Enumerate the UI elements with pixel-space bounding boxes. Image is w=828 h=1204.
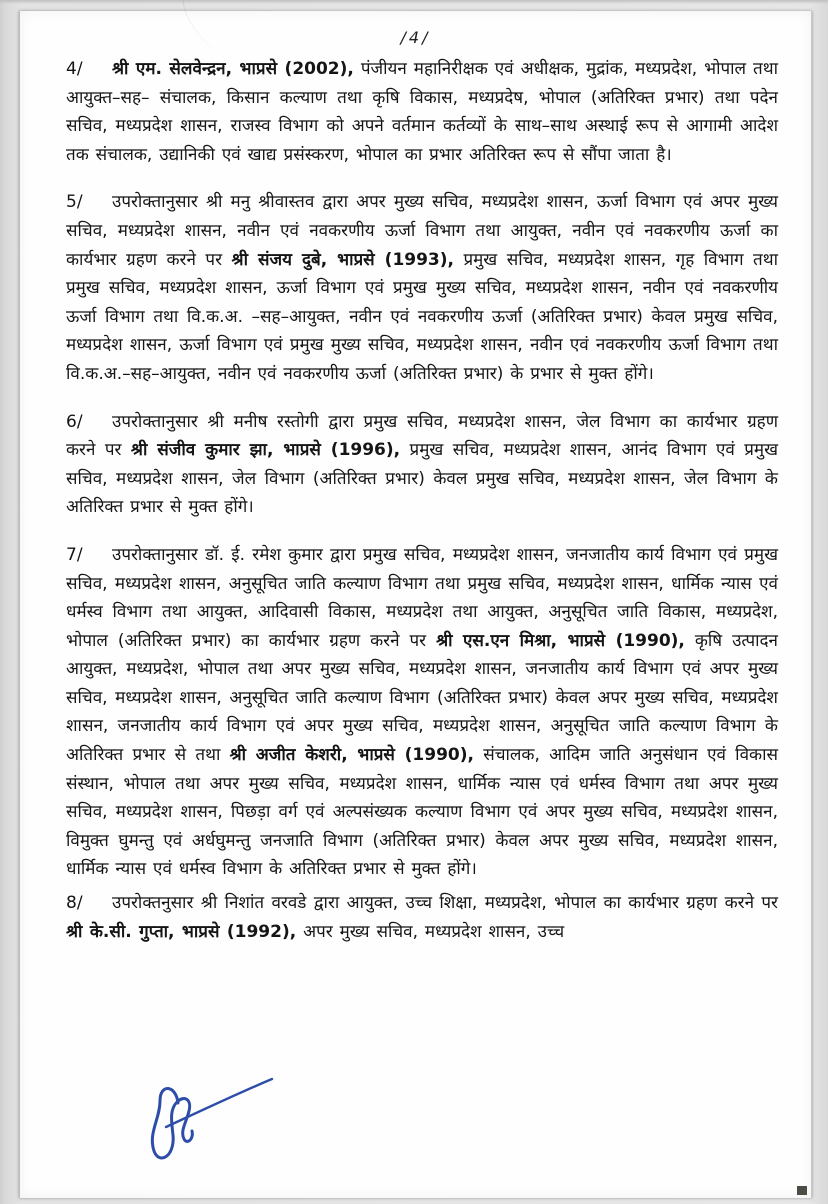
officer-name-bold: श्री एस.एन मिश्रा, भाप्रसे (1990), (436, 630, 685, 651)
paragraph-number: 8/ (66, 893, 83, 914)
order-paragraph-5 (66, 188, 778, 388)
text-run: उपरोक्तानुसार श्री मनीष रस्तोगी द्वारा प्रमुख सचिव, मध्यप्रदेश शासन, जेल विभाग का कार्यभार ग्रहण करने पर (66, 411, 778, 461)
order-paragraph-6 (66, 408, 778, 522)
text-run: अपर मुख्य सचिव, मध्यप्रदेश शासन, उच्च (296, 921, 565, 942)
text-run: उपरोक्तनुसार श्री निशांत वरवडे द्वारा आयुक्त, उच्च शिक्षा, मध्यप्रदेश, भोपाल का कार्यभार ग्रहण करने पर (112, 893, 778, 914)
text-run: कृषि उत्पादन आयुक्त, मध्यप्रदेश, भोपाल तथा अपर मुख्य सचिव, मध्यप्रदेश शासन, जनजातीय कार्य विभाग एवं अपर मुख्य सचिव, मध्यप्रदेश शासन, अनुसूचित जाति कल्याण विभाग (अतिरिक्त प्रभार) केवल अपर मुख्य सचिव, मध्यप्रदेश शासन, जनजातीय कार्य विभाग एवं अपर मुख्य सचिव, मध्यप्रदेश शासन, अनुसूचित जाति कल्याण विभाग के अतिरिक्त प्रभार से तथा (66, 630, 778, 766)
text-run: पंजीयन महानिरीक्षक एवं अधीक्षक, मुद्रांक, मध्यप्रदेश, भोपाल तथा आयुक्त–सह– संचालक, किसान कल्याण तथा कृषि विकास, मध्यप्रदेष, भोपाल (अतिरिक्त प्रभार) तथा पदेन सचिव, मध्यप्रदेश शासन, राजस्व विभाग को अपने वर्तमान कर्तव्यों के साथ–साथ अस्थाई रूप से आगामी आदेश तक संचालक, उद्यानिकी एवं खाद्य प्रसंस्करण, भोपाल का प्रभार अतिरिक्त रूप से सौंपा जाता है। (66, 59, 778, 165)
signature-ink (132, 1069, 292, 1179)
officer-name-bold: श्री के.सी. गुप्ता, भाप्रसे (1992), (66, 921, 297, 942)
document-page (19, 11, 812, 1198)
scan-corner-artifact (797, 1186, 807, 1195)
order-paragraph-4 (66, 55, 778, 169)
officer-name-bold: श्री संजय दुबे, भाप्रसे (1993), (231, 249, 454, 270)
text-run: प्रमुख सचिव, मध्यप्रदेश शासन, आनंद विभाग एवं प्रमुख सचिव, मध्यप्रदेश शासन, जेल विभाग (अतिरिक्त प्रभार) केवल प्रमुख सचिव, मध्यप्रदेश शासन, जेल विभाग के अतिरिक्त प्रभार से मुक्त होंगे। (66, 440, 778, 518)
paragraph-number: 5/ (66, 192, 83, 213)
officer-name-bold: श्री अजीत केशरी, भाप्रसे (1990), (229, 745, 474, 766)
order-paragraph-8 (66, 889, 778, 946)
paragraph-number: 7/ (66, 544, 83, 565)
scan-top-edge (0, 0, 828, 4)
document-body (66, 55, 778, 946)
text-run: प्रमुख सचिव, मध्यप्रदेश शासन, गृह विभाग तथा प्रमुख सचिव, मध्यप्रदेश शासन, ऊर्जा विभाग एवं प्रमुख मुख्य सचिव, मध्यप्रदेश शासन, नवीन एवं नवकरणीय ऊर्जा विभाग तथा वि.क.अ. –सह–आयुक्त, नवीन एवं नवकरणीय ऊर्जा (अतिरिक्त प्रभार) केवल प्रमुख सचिव, मध्यप्रदेश शासन, ऊर्जा विभाग एवं प्रमुख मुख्य सचिव, मध्यप्रदेश शासन, नवीन एवं नवकरणीय ऊर्जा विभाग तथा वि.क.अ.–सह–आयुक्त, नवीन एवं नवकरणीय ऊर्जा (अतिरिक्त प्रभार) के प्रभार से मुक्त होंगे। (66, 249, 778, 384)
text-run: संचालक, आदिम जाति अनुसंधान एवं विकास संस्थान, भोपाल तथा अपर मुख्य सचिव, मध्यप्रदेश शासन, धार्मिक न्यास एवं धर्मस्व विभाग तथा अपर मुख्य सचिव, मध्यप्रदेश शासन, पिछड़ा वर्ग एवं अल्पसंख्यक कल्याण विभाग एवं अपर मुख्य सचिव, मध्यप्रदेश शासन, विमुक्त घुमन्तु एवं अर्धघुमन्तु जनजाति विभाग (अतिरिक्त प्रभार) केवल अपर मुख्य सचिव, मध्यप्रदेश शासन, धार्मिक न्यास एवं धर्मस्व विभाग के अतिरिक्त प्रभार से मुक्त होंगे। (66, 745, 778, 880)
text-run: उपरोक्तानुसार श्री मनु श्रीवास्तव द्वारा अपर मुख्य सचिव, मध्यप्रदेश शासन, ऊर्जा विभाग एवं अपर मुख्य सचिव, मध्यप्रदेश शासन, नवीन एवं नवकरणीय ऊर्जा विभाग तथा आयुक्त, नवीन एवं नवकरणीय ऊर्जा का कार्यभार ग्रहण करने पर (66, 192, 778, 270)
order-paragraph-7 (66, 541, 778, 884)
paragraph-number: 6/ (66, 411, 83, 432)
officer-name-bold: श्री एम. सेलवेन्द्रन, भाप्रसे (2002), (112, 59, 354, 79)
officer-name-bold: श्री संजीव कुमार झा, भाप्रसे (1996), (130, 440, 401, 461)
text-run: उपरोक्तानुसार डॉ. ई. रमेश कुमार द्वारा प्रमुख सचिव, मध्यप्रदेश शासन, जनजातीय कार्य विभाग एवं प्रमुख सचिव, मध्यप्रदेश शासन, अनुसूचित जाति कल्याण विभाग तथा प्रमुख सचिव, मध्यप्रदेश शासन, धार्मिक न्यास एवं धर्मस्व विभाग तथा आयुक्त, आदिवासी विकास, मध्यप्रदेश तथा आयुक्त, अनुसूचित जाति विकास, मध्यप्रदेश, भोपाल (अतिरिक्त प्रभार) का कार्यभार ग्रहण करने पर (66, 544, 778, 651)
page-number: /4/ (400, 28, 431, 47)
signature-flourish-stroke (166, 1079, 272, 1127)
paragraph-number: 4/ (66, 59, 83, 79)
